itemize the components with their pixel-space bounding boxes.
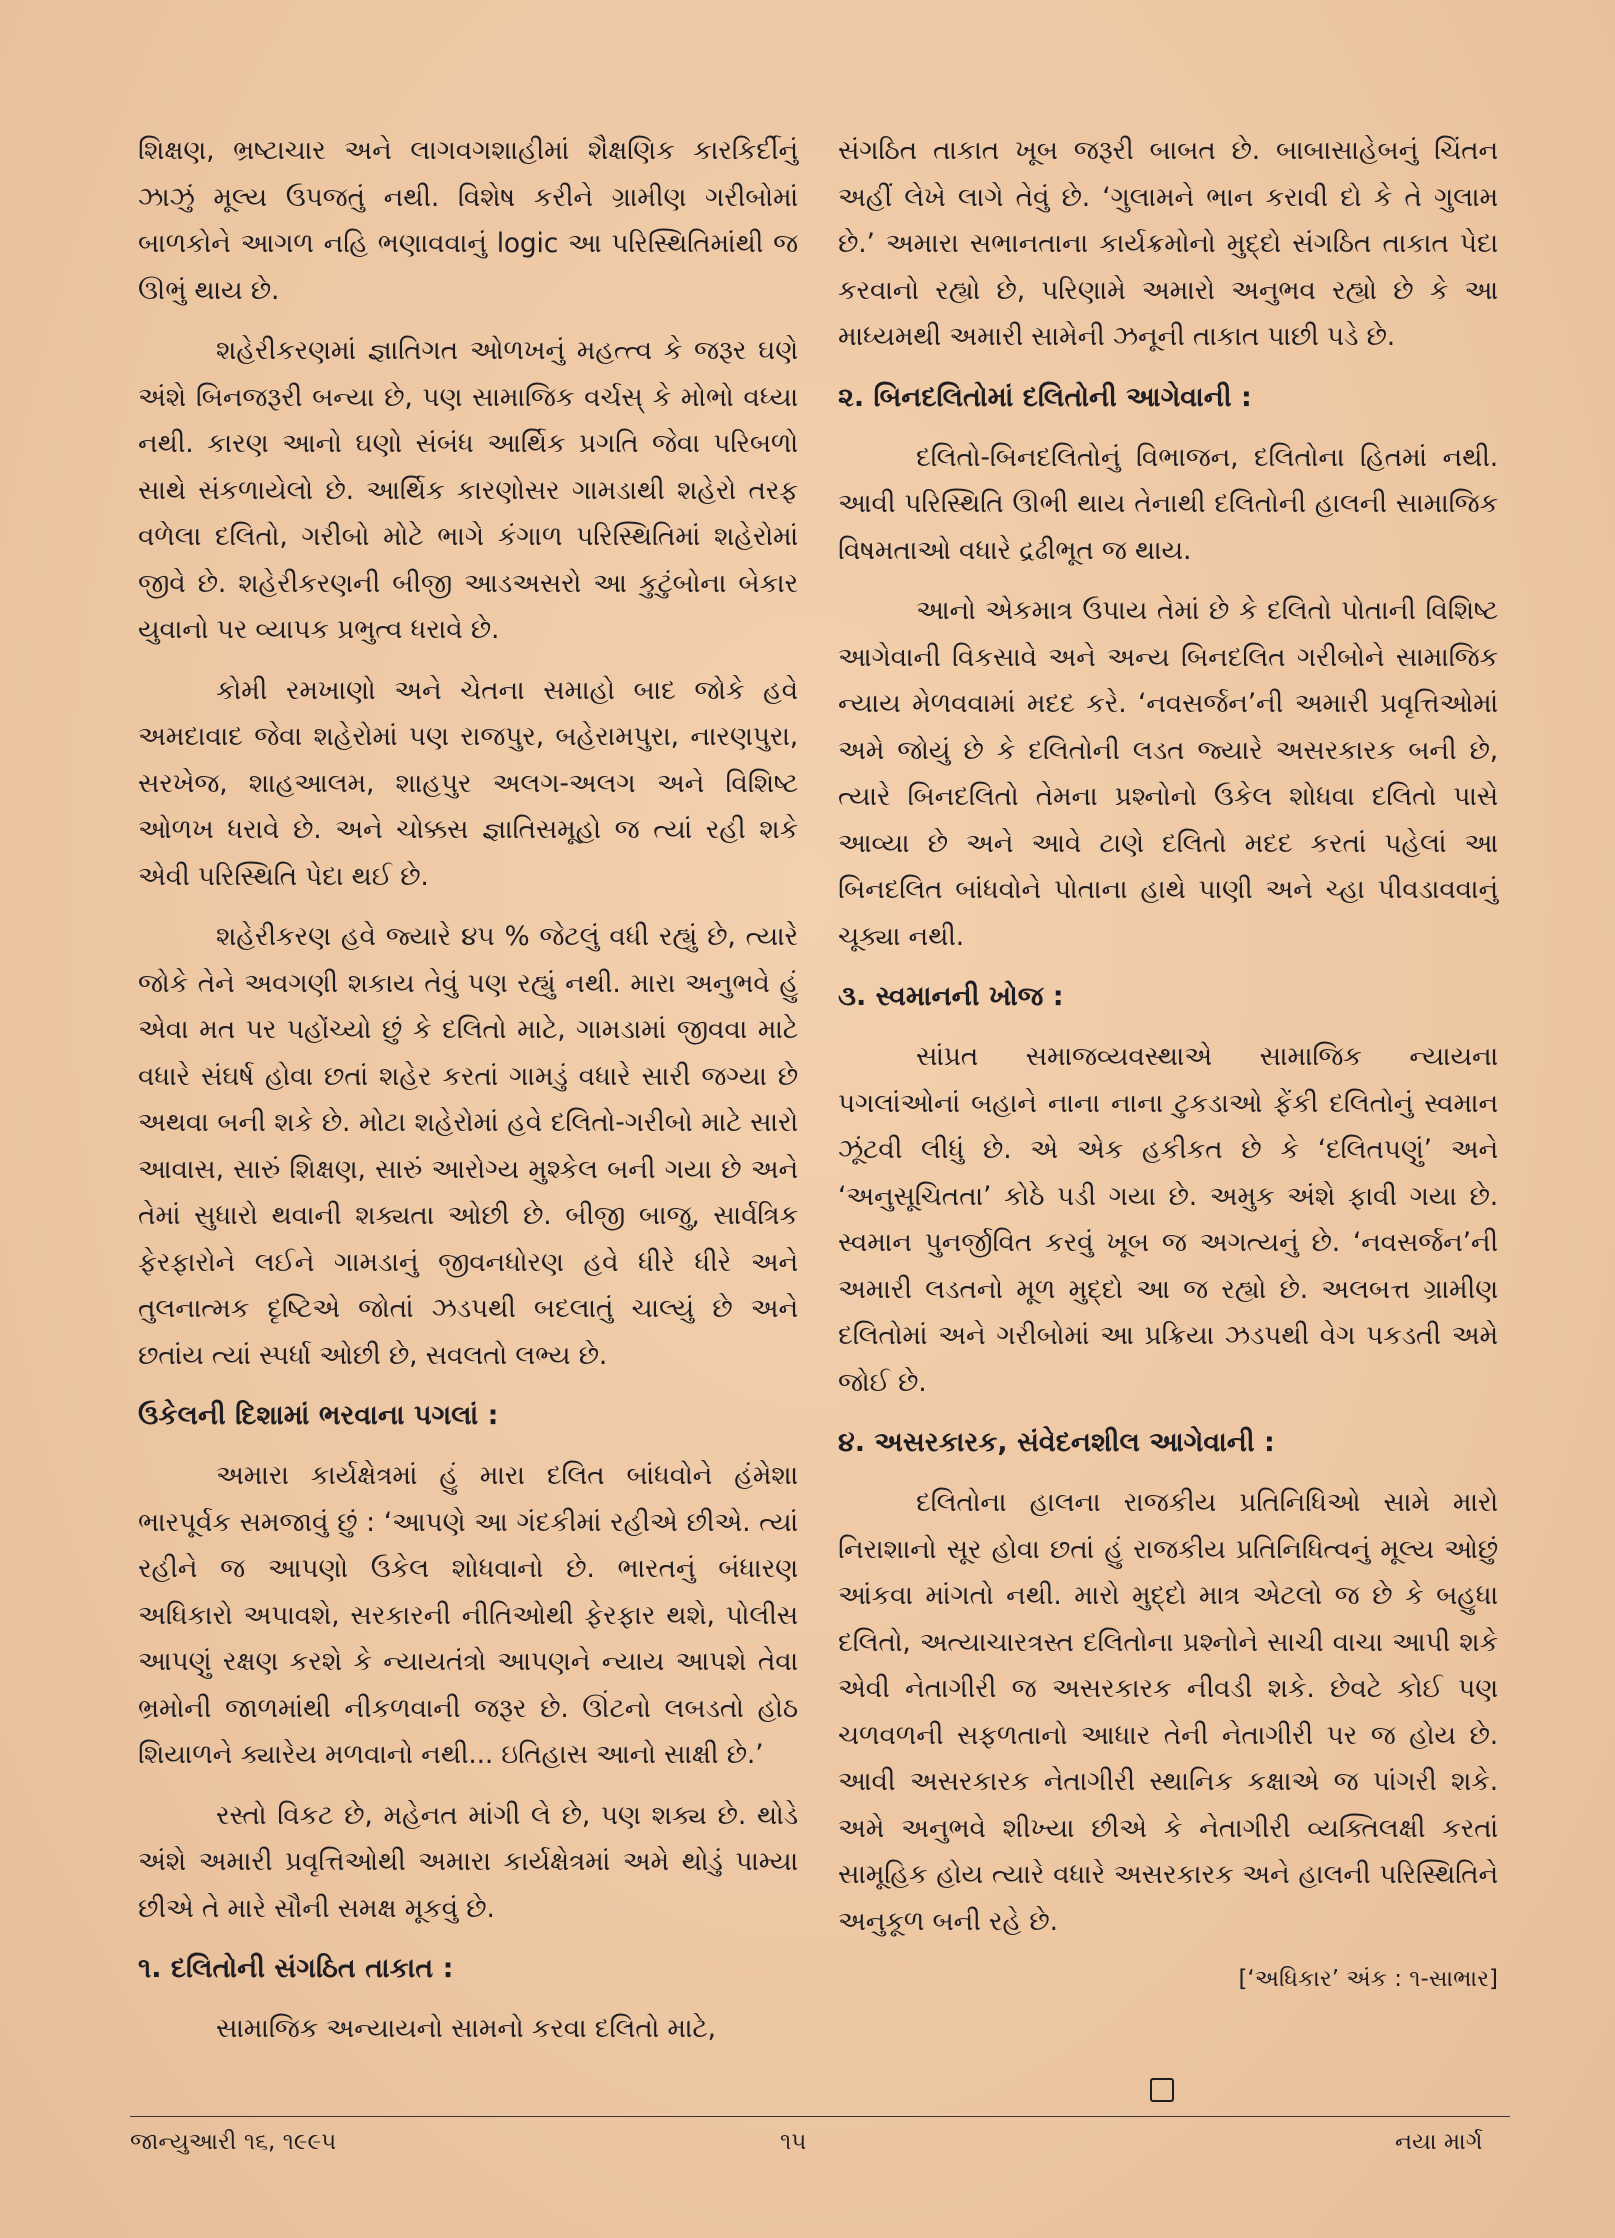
section-heading-solution-steps: ઉકેલની દિશામાં ભરવાના પગલાં :: [138, 1400, 499, 1431]
right-paragraph-4: સાંપ્રત સમાજવ્યવસ્થાએ સામાજિક ન્યાયના પગલાંઓનાં બહાને નાના નાના ટુકડાઓ ફેંકી દલિતોનું સ્વમાન ઝૂંટવી લીધું છે. એ એક હકીકત છે કે ‘દલિતપણું’ અને ‘અનુસૂચિતતા’ કોઠે પડી ગયા છે. અમુક અંશે ફાવી ગયા છે. સ્વમાન પુનર્જીવિત કરવું ખૂબ જ અગત્યનું છે. ‘નવસર્જન’ની અમારી લડતનો મૂળ મુદ્દો આ જ રહ્યો છે. અલબત્ત ગ્રામીણ દલિતોમાં અને ગરીબોમાં આ પ્રક્રિયા ઝડપથી વેગ પકડતી અમે જોઈ છે.: [838, 1041, 1498, 1398]
footer-date: જાન્યુઆરી ૧૬, ૧૯૯૫: [130, 2129, 337, 2155]
footer-page-number: ૧૫: [780, 2129, 807, 2155]
article-end-square-icon: [1150, 2078, 1174, 2102]
section-heading-1: ૧. દલિતોની સંગઠિત તાકાત :: [138, 1953, 454, 1984]
left-paragraph-7: સામાજિક અન્યાયનો સામનો કરવા દલિતો માટે,: [216, 2013, 716, 2044]
left-paragraph-3: કોમી રમખાણો અને ચેતના સમાહો બાદ જોકે હવે અમદાવાદ જેવા શહેરોમાં પણ રાજપુર, બહેરામપુરા, નારણપુરા, સરખેજ, શાહઆલમ, શાહપુર અલગ-અલગ અને વિશિષ્ટ ઓળખ ધરાવે છે. અને ચોક્કસ જ્ઞાતિસમૂહો જ ત્યાં રહી શકે એવી પરિસ્થિતિ પેદા થઈ છે.: [138, 674, 798, 892]
left-paragraph-5: અમારા કાર્યક્ષેત્રમાં હું મારા દલિત બાંધવોને હંમેશા ભારપૂર્વક સમજાવું છું : ‘આપણે આ ગંદકીમાં રહીએ છીએ. ત્યાં રહીને જ આપણો ઉકેલ શોધવાનો છે. ભારતનું બંધારણ અધિકારો અપાવશે, સરકારની નીતિઓથી ફેરફાર થશે, પોલીસ આપણું રક્ષણ કરશે કે ન્યાયતંત્રો આપણને ન્યાય આપશે તેવા ભ્રમોની જાળમાંથી નીકળવાની જરૂર છે. ઊંટનો લબડતો હોઠ શિયાળને ક્યારેય મળવાનો નથી... ઇતિહાસ આનો સાક્ષી છે.’: [138, 1460, 798, 1770]
left-paragraph-2: શહેરીકરણમાં જ્ઞાતિગત ઓળખનું મહત્ત્વ કે જરૂર ઘણે અંશે બિનજરૂરી બન્યા છે, પણ સામાજિક વર્ચસ્ કે મોભો વધ્યા નથી. કારણ આનો ઘણો સંબંધ આર્થિક પ્રગતિ જેવા પરિબળો સાથે સંકળાયેલો છે. આર્થિક કારણોસર ગામડાથી શહેરો તરફ વળેલા દલિતો, ગરીબો મોટે ભાગે કંગાળ પરિસ્થિતિમાં શહેરોમાં જીવે છે. શહેરીકરણની બીજી આડઅસરો આ કુટુંબોના બેકાર યુવાનો પર વ્યાપક પ્રભુત્વ ધરાવે છે.: [138, 335, 798, 645]
section-heading-2: ૨. બિનદલિતોમાં દલિતોની આગેવાની :: [838, 381, 1252, 413]
source-credit: [‘અધિકાર’ અંક : ૧-સાભાર]: [1238, 1966, 1498, 1992]
section-heading-3: ૩. સ્વમાનની ખોજ :: [838, 981, 1064, 1012]
right-paragraph-3: આનો એકમાત્ર ઉપાય તેમાં છે કે દલિતો પોતાની વિશિષ્ટ આગેવાની વિકસાવે અને અન્ય બિનદલિત ગરીબોને સામાજિક ન્યાય મેળવવામાં મદદ કરે. ‘નવસર્જન’ની અમારી પ્રવૃત્તિઓમાં અમે જોયું છે કે દલિતોની લડત જ્યારે અસરકારક બની છે, ત્યારે બિનદલિતો તેમના પ્રશ્નોનો ઉકેલ શોધવા દલિતો પાસે આવ્યા છે અને આવે ટાણે દલિતો મદદ કરતાં પહેલાં આ બિનદલિત બાંધવોને પોતાના હાથે પાણી અને ચ્હા પીવડાવવાનું ચૂક્યા નથી.: [838, 595, 1498, 952]
right-column: [838, 128, 1498, 1999]
left-paragraph-6: રસ્તો વિકટ છે, મહેનત માંગી લે છે, પણ શક્ય છે. થોડે અંશે અમારી પ્રવૃત્તિઓથી અમારા કાર્યક્ષેત્રમાં અમે થોડું પામ્યા છીએ તે મારે સૌની સમક્ષ મૂકવું છે.: [138, 1799, 798, 1924]
footer-divider: [130, 2116, 1510, 2117]
right-paragraph-1: સંગઠિત તાકાત ખૂબ જરૂરી બાબત છે. બાબાસાહેબનું ચિંતન અહીં લેખે લાગે તેવું છે. ‘ગુલામને ભાન કરાવી દો કે તે ગુલામ છે.’ અમારા સભાનતાના કાર્યક્રમોનો મુદ્દો સંગઠિત તાકાત પેદા કરવાનો રહ્યો છે, પરિણામે અમારો અનુભવ રહ્યો છે કે આ માધ્યમથી અમારી સામેની ઝનૂની તાકાત પાછી પડે છે.: [838, 135, 1498, 352]
left-paragraph-4: શહેરીકરણ હવે જ્યારે ૪૫ % જેટલું વધી રહ્યું છે, ત્યારે જોકે તેને અવગણી શકાય તેવું પણ રહ્યું નથી. મારા અનુભવે હું એવા મત પર પહોંચ્યો છું કે દલિતો માટે, ગામડામાં જીવવા માટે વધારે સંઘર્ષ હોવા છતાં શહેર કરતાં ગામડું વધારે સારી જગ્યા છે અથવા બની શકે છે. મોટા શહેરોમાં હવે દલિતો-ગરીબો માટે સારો આવાસ, સારું શિક્ષણ, સારું આરોગ્ય મુશ્કેલ બની ગયા છે અને તેમાં સુધારો થવાની શક્યતા ઓછી છે. બીજી બાજુ, સાર્વત્રિક ફેરફારોને લઈને ગામડાનું જીવનધોરણ હવે ધીરે ધીરે અને તુલનાત્મક દૃષ્ટિએ જોતાં ઝડપથી બદલાતું ચાલ્યું છે અને છતાંય ત્યાં સ્પર્ધા ઓછી છે, સવલતો લભ્ય છે.: [138, 921, 798, 1371]
right-paragraph-5: દલિતોના હાલના રાજકીય પ્રતિનિધિઓ સામે મારો નિરાશાનો સૂર હોવા છતાં હું રાજકીય પ્રતિનિધિત્વનું મૂલ્ય ઓછું આંકવા માંગતો નથી. મારો મુદ્દો માત્ર એટલો જ છે કે બહુધા દલિતો, અત્યાચારત્રસ્ત દલિતોના પ્રશ્નોને સાચી વાચા આપી શકે એવી નેતાગીરી જ અસરકારક નીવડી શકે. છેવટે કોઈ પણ ચળવળની સફળતાનો આધાર તેની નેતાગીરી પર જ હોય છે. આવી અસરકારક નેતાગીરી સ્થાનિક કક્ષાએ જ પાંગરી શકે. અમે અનુભવે શીખ્યા છીએ કે નેતાગીરી વ્યક્તિલક્ષી કરતાં સામૂહિક હોય ત્યારે વધારે અસરકારક અને હાલની પરિસ્થિતિને અનુકૂળ બની રહે છે.: [838, 1487, 1498, 1937]
footer-publication-name: નયા માર્ગ: [1395, 2129, 1483, 2155]
right-paragraph-2: દલિતો-બિનદલિતોનું વિભાજન, દલિતોના હિતમાં નથી. આવી પરિસ્થિતિ ઊભી થાય તેનાથી દલિતોની હાલની સામાજિક વિષમતાઓ વધારે દ્રઢીભૂત જ થાય.: [838, 441, 1498, 566]
left-column: [138, 128, 798, 2067]
left-paragraph-1: શિક્ષણ, ભ્રષ્ટાચાર અને લાગવગશાહીમાં શૈક્ષણિક કારકિર્દીનું ઝાઝું મૂલ્ય ઉપજતું નથી. વિશેષ કરીને ગ્રામીણ ગરીબોમાં બાળકોને આગળ નહિ ભણાવવાનું logic આ પરિસ્થિતિમાંથી જ ઊભું થાય છે.: [138, 135, 798, 306]
section-heading-4: ૪. અસરકારક, સંવેદનશીલ આગેવાની :: [838, 1427, 1275, 1458]
